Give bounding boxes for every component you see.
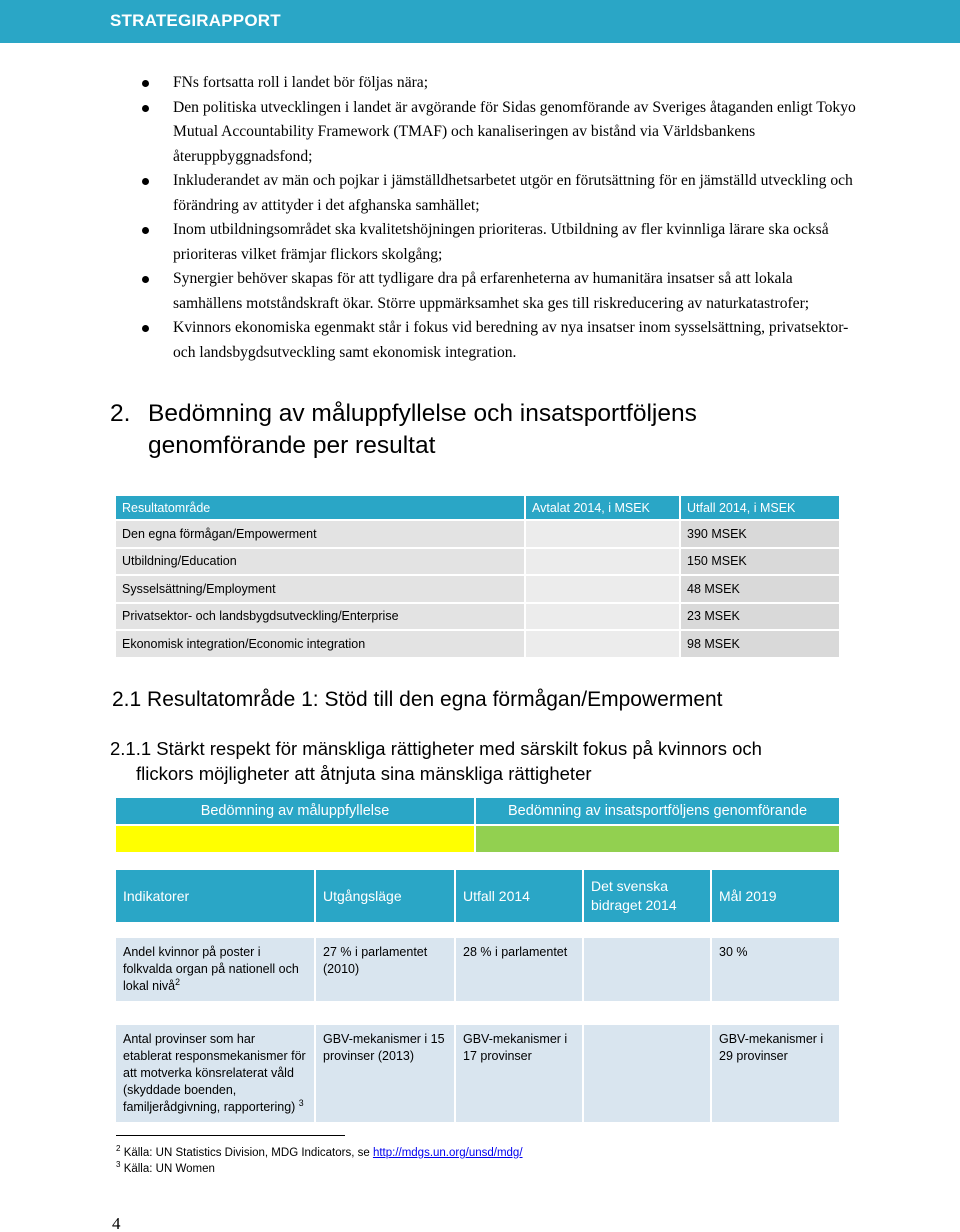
- assessment-table: [116, 798, 841, 852]
- section-2-title-line2: genomförande per resultat: [148, 432, 436, 459]
- bullet-item: Den politiska utvecklingen i landet är avgörande för Sidas genomförande av Sveriges åtaganden enligt Tokyo Mutual Accountability Framework (TMAF) och kanaliseringen av bistånd via Världsbankens återuppbyggnadsfond;: [140, 96, 860, 170]
- section-2-1-1-title-line2: flickors möjligheter att åtnjuta sina mänskliga rättigheter: [136, 763, 592, 784]
- table-row: Andel kvinnor på poster i folkvalda organ på nationell och lokal nivå$^2$ 27 % i parlamentet (2010) 28 % i parlamentet 30 %: [116, 938, 841, 1001]
- table-row: Ekonomisk integration/Economic integration 98 MSEK: [116, 629, 841, 657]
- bullet-item: FNs fortsatta roll i landet bör följas nära;: [140, 71, 860, 96]
- header-bar: [0, 0, 960, 43]
- table-row: Utbildning/Education 150 MSEK: [116, 547, 841, 575]
- table-row: Den egna förmågan/Empowerment 390 MSEK: [116, 519, 841, 547]
- footnotes: [116, 1145, 523, 1177]
- header-title: STRATEGIRAPPORT: [110, 11, 281, 30]
- portfolio-assessment-indicator: [476, 824, 841, 852]
- table-header: Bedömning av måluppfyllelse: [116, 798, 476, 824]
- section-2-1-1-number: 2.1.1: [110, 738, 152, 759]
- table-row: Privatsektor- och landsbygdsutveckling/Enterprise 23 MSEK: [116, 602, 841, 630]
- bullet-item: Synergier behöver skapas för att tydligare dra på erfarenheterna av humanitära insatser så att lokala samhällens motståndskraft ökar. Större uppmärksamhet ska ges till riskreducering av naturkatastrofer;: [140, 267, 860, 316]
- bullet-dot-icon: [142, 80, 149, 87]
- bullet-list: [140, 71, 860, 365]
- section-2-1-1-title-line1: Stärkt respekt för mänskliga rättigheter med särskilt fokus på kvinnors och: [156, 738, 762, 759]
- bullet-item: Inom utbildningsområdet ska kvalitetshöjningen prioriteras. Utbildning av fler kvinnliga lärare ska också prioriteras vilket främjar flickors skolgång;: [140, 218, 860, 267]
- table-row: Sysselsättning/Employment 48 MSEK: [116, 574, 841, 602]
- table-header: Resultatområde: [116, 496, 526, 519]
- table-header: Det svenska bidraget 2014: [584, 870, 712, 922]
- table-header: Mål 2019: [712, 870, 841, 922]
- bullet-dot-icon: [142, 325, 149, 332]
- page-number: 4: [112, 1214, 121, 1232]
- bullet-dot-icon: [142, 105, 149, 112]
- indicator-table: [116, 870, 841, 1122]
- section-2-title-line1: Bedömning av måluppfyllelse och insatsportföljens: [148, 400, 697, 427]
- bullet-dot-icon: [142, 227, 149, 234]
- table-row: [116, 824, 841, 852]
- footnote: $^3$ Källa: UN Women: [116, 1160, 215, 1175]
- footnote: $^2$ Källa: UN Statistics Division, MDG Indicators, se http://mdgs.un.org/unsd/mdg/: [116, 1144, 523, 1159]
- section-2-1-heading: 2.1 Resultatområde 1: Stöd till den egna förmågan/Empowerment: [112, 688, 723, 711]
- bullet-dot-icon: [142, 178, 149, 185]
- table-row: Antal provinser som har etablerat responsmekanismer för att motverka könsrelaterat våld (skyddade boenden, familjerådgivning, rapportering) $^3$ GBV-mekanismer i 15 provinser (2013) GBV-mekanismer i 17 provinser GBV-mekanismer i 29 provinser: [116, 1025, 841, 1122]
- goal-assessment-indicator: [116, 824, 476, 852]
- table-header: Indikatorer: [116, 870, 316, 922]
- table-header: Utfall 2014, i MSEK: [681, 496, 841, 519]
- bullet-item: Kvinnors ekonomiska egenmakt står i fokus vid beredning av nya insatser inom sysselsättning, privatsektor- och landsbygdsutveckling samt ekonomisk integration.: [140, 316, 860, 365]
- table-header: Avtalat 2014, i MSEK: [526, 496, 681, 519]
- section-2-heading: [110, 398, 870, 462]
- table-header: Utfall 2014: [456, 870, 584, 922]
- footnote-divider: [116, 1135, 345, 1136]
- budget-table: [116, 496, 841, 657]
- table-header: Bedömning av insatsportföljens genomförande: [476, 798, 841, 824]
- footnote-link[interactable]: http://mdgs.un.org/unsd/mdg/: [372, 1147, 523, 1159]
- table-header: Utgångsläge: [316, 870, 456, 922]
- section-2-1-1-heading: [110, 736, 870, 786]
- bullet-dot-icon: [142, 276, 149, 283]
- bullet-item: Inkluderandet av män och pojkar i jämställdhetsarbetet utgör en förutsättning för en jämställd utveckling och förändring av attityder i det afghanska samhället;: [140, 169, 860, 218]
- section-2-number: 2.: [110, 400, 131, 427]
